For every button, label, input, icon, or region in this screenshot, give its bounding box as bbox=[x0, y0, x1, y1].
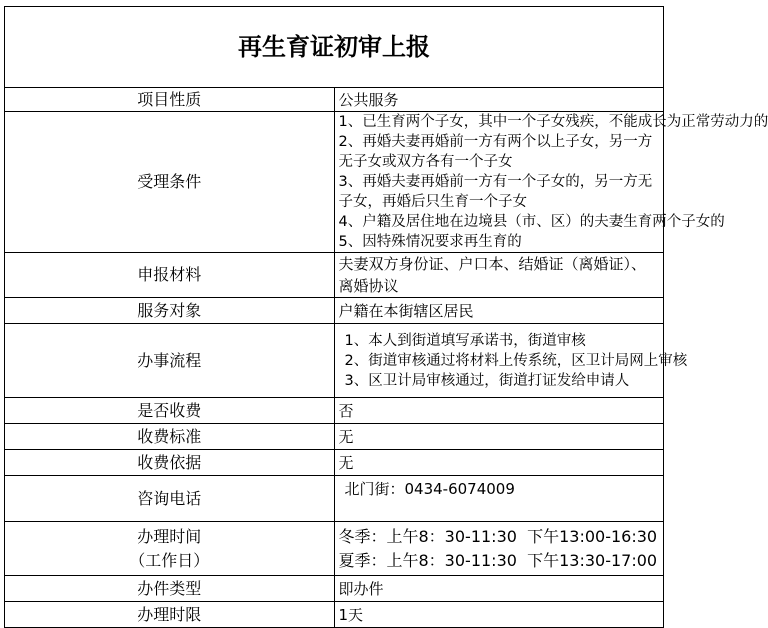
title-row bbox=[5, 7, 664, 88]
label-fee-basis: 收费依据 bbox=[5, 450, 335, 476]
condition-item-5: 5、因特殊情况要求再生育的 bbox=[338, 234, 522, 250]
row-hours bbox=[5, 522, 664, 576]
row-fee bbox=[5, 398, 664, 424]
row-conditions bbox=[5, 112, 664, 253]
condition-item-2: 2、再婚夫妻再婚前一方有两个以上子女，另一方无子女或双方各有一个子女 bbox=[338, 134, 653, 170]
value-limit: 1天 bbox=[334, 602, 664, 628]
label-limit: 办理时限 bbox=[5, 602, 335, 628]
label-fee: 是否收费 bbox=[5, 398, 335, 424]
row-fee-basis bbox=[5, 450, 664, 476]
row-fee-standard bbox=[5, 424, 664, 450]
value-process bbox=[334, 324, 688, 398]
hours-summer: 夏季：上午8：30-11:30 下午13:30-17:00 bbox=[338, 550, 658, 570]
condition-item-1: 1、已生育两个子女，其中一个子女残疾，不能成长为正常劳动力的 bbox=[338, 114, 768, 130]
label-fee-standard: 收费标准 bbox=[5, 424, 335, 450]
value-type: 即办件 bbox=[334, 576, 664, 602]
hours-winter: 冬季：上午8：30-11:30 下午13:00-16:30 bbox=[338, 526, 658, 546]
label-hours-line1: 办理时间 bbox=[137, 526, 202, 546]
process-step-1: 1、本人到街道填写承诺书，街道审核 bbox=[344, 332, 586, 349]
row-type bbox=[5, 576, 664, 602]
value-fee: 否 bbox=[334, 398, 664, 424]
label-process: 办事流程 bbox=[5, 324, 335, 398]
label-conditions: 受理条件 bbox=[5, 112, 335, 253]
service-info-table bbox=[4, 6, 768, 628]
label-hours-line2: （工作日） bbox=[129, 550, 210, 570]
process-step-3: 3、区卫计局审核通过，街道打证发给申请人 bbox=[344, 372, 630, 389]
row-phone bbox=[5, 476, 664, 522]
sheet-title: 再生育证初审上报 bbox=[5, 7, 664, 88]
condition-item-4: 4、户籍及居住地在边境县（市、区）的夫妻生育两个子女的 bbox=[338, 214, 725, 230]
value-phone: 北门街：0434-6074009 bbox=[334, 476, 664, 522]
row-limit bbox=[5, 602, 664, 628]
service-info-sheet bbox=[4, 6, 768, 624]
value-hours bbox=[334, 522, 664, 576]
label-nature: 项目性质 bbox=[5, 88, 335, 112]
row-process bbox=[5, 324, 664, 398]
row-nature bbox=[5, 88, 664, 112]
condition-item-3: 3、再婚夫妻再婚前一方有一个子女的，另一方无子女，再婚后只生育一个子女 bbox=[338, 174, 653, 210]
value-fee-standard: 无 bbox=[334, 424, 664, 450]
row-target bbox=[5, 298, 664, 324]
label-target: 服务对象 bbox=[5, 298, 335, 324]
label-materials: 申报材料 bbox=[5, 253, 335, 298]
label-type: 办件类型 bbox=[5, 576, 335, 602]
value-materials: 夫妻双方身份证、户口本、结婚证（离婚证）、离婚协议 bbox=[334, 253, 664, 298]
value-conditions bbox=[334, 112, 768, 253]
value-fee-basis: 无 bbox=[334, 450, 664, 476]
label-hours bbox=[5, 522, 335, 576]
value-nature: 公共服务 bbox=[334, 88, 664, 112]
process-step-2: 2、街道审核通过将材料上传系统，区卫计局网上审核 bbox=[344, 352, 688, 369]
value-target: 户籍在本街辖区居民 bbox=[334, 298, 664, 324]
row-materials bbox=[5, 253, 664, 298]
label-phone: 咨询电话 bbox=[5, 476, 335, 522]
